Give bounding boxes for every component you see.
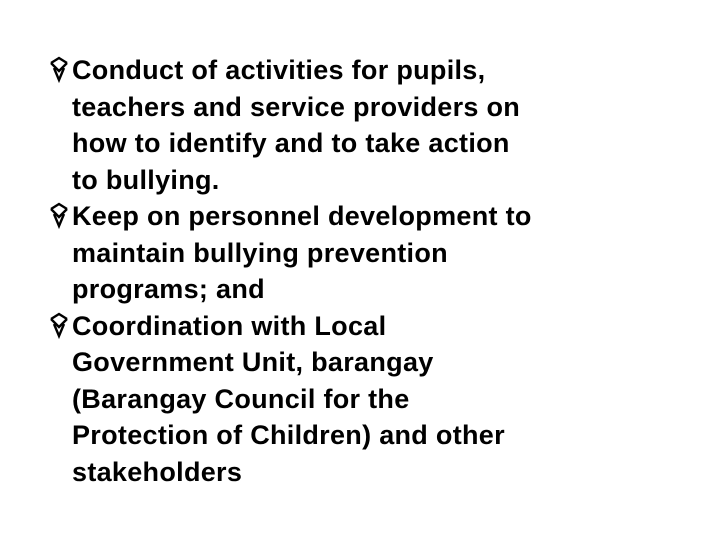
- bullet-line: teachers and service providers on: [72, 91, 521, 122]
- bullet-item-personnel-development: [48, 198, 688, 308]
- bullet-line: Keep on personnel development to: [72, 201, 532, 231]
- bullet-line: Protection of Children) and other: [72, 420, 505, 450]
- bullet-item-activities: [48, 52, 688, 198]
- bullet-line: how to identify and to take action: [72, 128, 510, 158]
- bullet-line: stakeholders: [72, 456, 243, 487]
- bullet-list: [48, 52, 688, 490]
- diamond-bullet-icon: [48, 310, 70, 342]
- bullet-line: to bullying.: [72, 164, 220, 195]
- bullet-line: (Barangay Council for the: [72, 383, 410, 414]
- bullet-line: maintain bullying prevention: [72, 237, 448, 268]
- diamond-bullet-icon: [48, 200, 70, 232]
- bullet-line: programs; and: [72, 274, 265, 304]
- bullet-item-coordination: [48, 308, 688, 491]
- bullet-line: Government Unit, barangay: [72, 347, 434, 377]
- bullet-line: Coordination with Local: [72, 310, 387, 341]
- bullet-line: Conduct of activities for pupils,: [72, 55, 486, 85]
- diamond-bullet-icon: [48, 54, 70, 86]
